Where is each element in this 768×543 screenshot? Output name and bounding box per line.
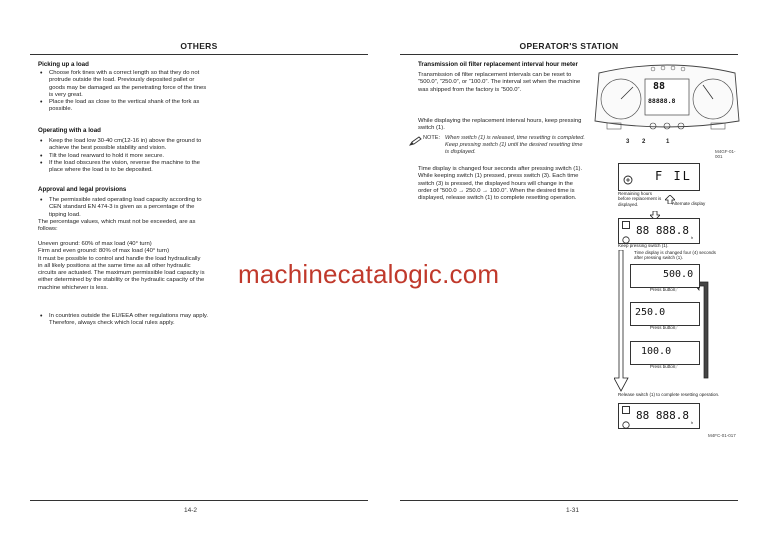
- watermark-text: machinecatalogic.com: [238, 259, 500, 289]
- list-item: • Choose fork tines with a correct length so that they do not protrude outside the load. Previously deposited pallet or goods may be damaged as the penetrating force of the tines is very great.: [49, 70, 211, 99]
- press-button-label-1: Press button: [650, 287, 676, 292]
- press-button-label-3: Press button: [650, 364, 676, 369]
- release-label: Release switch (1) to complete resetting operation.: [618, 392, 720, 397]
- keep-pressing-label: Keep pressing switch (1).: [618, 243, 669, 248]
- display-indicator: [622, 406, 630, 414]
- left-page-number: 14-2: [184, 507, 198, 514]
- press-triangle-icon: ▽: [674, 325, 678, 331]
- operating-list: [38, 138, 211, 174]
- countries-list: [38, 313, 211, 328]
- hours-unit: h: [691, 235, 694, 240]
- callout-3: 3: [626, 139, 630, 145]
- left-page-header: OTHERS: [180, 41, 218, 51]
- ground-conditions-text: Uneven ground: 60% of max load (40° turn) Firm and even ground: 80% of max load (40° turn) It must be possible to control and handle the load hydraulically in all likely positions at the same time as all other hydraulic circuits are actuated. The maximum permissible load capacity is either determined by the stability or the hydraulic capacity of the machine whichever is less.: [38, 241, 205, 291]
- value-250: 250.0: [635, 307, 666, 318]
- right-footer-rule: [400, 500, 738, 501]
- keep-pressing-paragraph: While displaying the replacement interval hours, keep pressing switch (1).: [418, 118, 582, 132]
- value-500: 500.0: [663, 269, 694, 280]
- right-header-rule: [400, 54, 738, 55]
- list-item: • Tilt the load rearward to hold it more secure.: [49, 153, 211, 160]
- value-500-display: [630, 264, 700, 288]
- note-label: NOTE:: [423, 135, 441, 141]
- approval-title: Approval and legal provisions: [38, 186, 127, 193]
- final-hours-digits: 88 888.8: [636, 409, 689, 422]
- approval-paragraph: The percentage values, which must not be exceeded, are as follows:: [38, 219, 196, 233]
- final-hours-unit: h: [691, 420, 694, 425]
- filter-icon: [622, 231, 630, 239]
- filter-icon: [623, 172, 633, 182]
- time-changed-note: Time display is changed four (4) seconds after pressing switch (1).: [634, 250, 716, 261]
- list-item: • The permissible rated operating load capacity according to CEN standard EN 474-3 is given as a percentage of the tipping load.: [49, 197, 211, 219]
- left-footer-rule: [30, 500, 368, 501]
- fil-display: [618, 163, 700, 191]
- cluster-top-digits: 88: [653, 81, 666, 92]
- note-pencil-icon: [409, 133, 423, 143]
- resetting-paragraph: Time display is changed four seconds after pressing switch (1). While keeping switch (1) pressed, press switch (3). Each time switch (3) is pressed, the displayed hours will change in the order of “500.0 → 250.0 → 100.0”. When the desired time is displayed, release switch (1) to complete resetting operation.: [418, 166, 583, 202]
- left-header-rule: [30, 54, 368, 55]
- section-title: Transmission oil filter replacement interval hour meter: [418, 61, 578, 68]
- hours-display: [618, 218, 700, 244]
- remaining-hours-label: Remaining hours before replacement is displayed.: [618, 191, 662, 207]
- callout-1: 1: [666, 139, 670, 145]
- press-triangle-icon: ▽: [674, 364, 678, 370]
- value-100: 100.0: [641, 346, 672, 357]
- instrument-cluster-figure: [593, 63, 741, 159]
- operating-title: Operating with a load: [38, 127, 101, 134]
- note-text: When switch (1) is released, time resetting is completed. Keep pressing switch (1) until the desired resetting time is displayed.: [445, 135, 585, 155]
- down-arrow-icon: [650, 207, 660, 216]
- callout-2: 2: [642, 139, 646, 145]
- figure2-code: M4FC-01-017: [708, 433, 736, 438]
- up-arrow-icon: [665, 191, 675, 200]
- alternate-display-label: Alternate display: [672, 201, 706, 206]
- intro-paragraph: Transmission oil filter replacement intervals can be reset to “500.0”, “250.0”, or “100.0”. The interval set when the machine was shipped from the factory is “500.0”.: [418, 72, 581, 93]
- list-item: • Place the load as close to the vertical shank of the fork as possible.: [49, 99, 211, 114]
- press-button-label-2: Press button: [650, 325, 676, 330]
- approval-list: [38, 197, 211, 219]
- display-indicator: [622, 221, 630, 229]
- list-item: • Keep the load low 30-40 cm(12-16 in) above the ground to achieve the best possible stability and vision.: [49, 138, 211, 153]
- figure1-code: M4GF-01-001: [715, 149, 736, 159]
- right-page-header: OPERATOR'S STATION: [519, 41, 619, 51]
- picking-up-list: [38, 70, 211, 114]
- hours-digits: 88 888.8: [636, 224, 689, 237]
- filter-icon: [622, 416, 630, 424]
- value-250-display: [630, 302, 700, 326]
- list-item: • In countries outside the EU/EEA other regulations may apply. Therefore, always check which local rules apply.: [49, 313, 211, 328]
- value-100-display: [630, 341, 700, 365]
- press-triangle-icon: ▽: [674, 287, 678, 293]
- fil-text: F IL: [655, 169, 692, 183]
- right-page-number: 1-31: [566, 507, 580, 514]
- cluster-hour-digits: 88888.8: [648, 97, 676, 105]
- final-hours-display: [618, 403, 700, 429]
- list-item: • If the load obscures the vision, reverse the machine to the place where the load is to be deposited.: [49, 160, 211, 175]
- picking-up-title: Picking up a load: [38, 61, 89, 68]
